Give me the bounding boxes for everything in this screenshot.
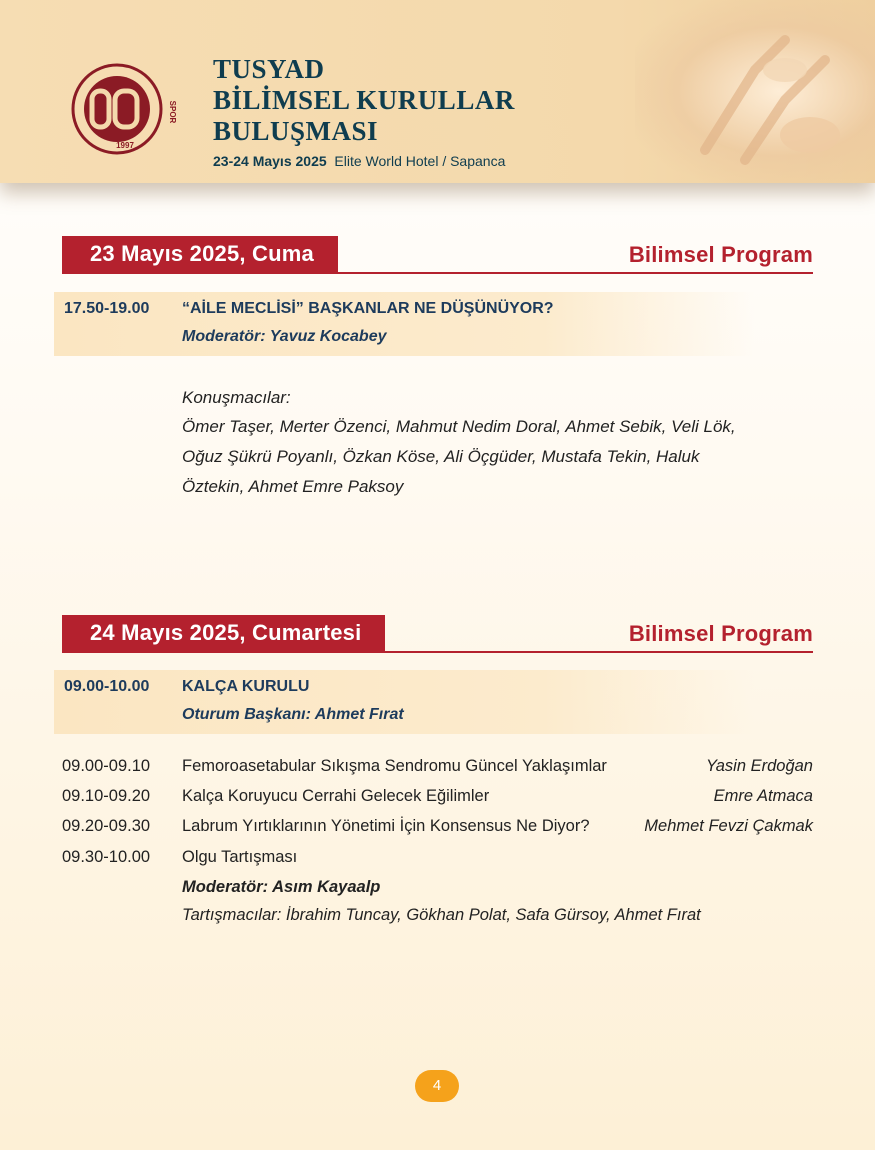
talk-topic: Olgu Tartışması xyxy=(182,848,298,866)
day2-divider xyxy=(62,651,813,653)
day1-session-time: 17.50-19.00 xyxy=(64,300,150,317)
event-date-venue xyxy=(213,153,515,169)
talk-row xyxy=(62,817,813,845)
event-date: 23-24 Mayıs 2025 xyxy=(213,153,327,169)
logo-year: 1997 xyxy=(116,141,134,150)
talk-speaker: Emre Atmaca xyxy=(713,787,813,805)
day2-moderator: Moderatör: Asım Kayaalp xyxy=(182,878,381,896)
day1-divider xyxy=(62,272,813,274)
page-number: 4 xyxy=(415,1070,459,1102)
day1-speakers xyxy=(182,384,782,502)
day2-date: 24 Mayıs 2025, Cumartesi xyxy=(62,615,385,651)
event-title-line-1: TUSYAD xyxy=(213,54,325,84)
logo-ring-text: SPOR xyxy=(168,100,177,124)
event-venue: Elite World Hotel / Sapanca xyxy=(334,153,506,169)
talk-row xyxy=(62,848,813,876)
day2-program-label: Bilimsel Program xyxy=(628,621,813,646)
day2-header-bar xyxy=(62,615,813,653)
talk-row xyxy=(62,757,813,785)
talk-time: 09.30-10.00 xyxy=(62,848,151,866)
header-banner xyxy=(0,0,875,183)
day1-session-moderator: Moderatör: Yavuz Kocabey xyxy=(182,328,387,345)
day2-session-time: 09.00-10.00 xyxy=(64,678,150,695)
day2-discussants: Tartışmacılar: İbrahim Tuncay, Gökhan Polat, Safa Gürsoy, Ahmet Fırat xyxy=(182,906,701,924)
day1-header-bar xyxy=(62,236,813,274)
day2-session-title: KALÇA KURULU xyxy=(182,678,310,695)
speakers-line: Ömer Taşer, Merter Özenci, Mahmut Nedim Doral, Ahmet Sebik, Veli Lök, xyxy=(182,417,736,436)
talk-speaker: Mehmet Fevzi Çakmak xyxy=(644,817,813,835)
day1-session-title: “AİLE MECLİSİ” BAŞKANLAR NE DÜŞÜNÜYOR? xyxy=(182,300,554,317)
event-title-line-2: BİLİMSEL KURULLAR xyxy=(213,85,515,115)
event-title-line-3: BULUŞMASI xyxy=(213,116,379,146)
talk-topic: Kalça Koruyucu Cerrahi Gelecek Eğilimler xyxy=(182,787,490,805)
talk-row xyxy=(62,787,813,815)
speakers-line: Öztekin, Ahmet Emre Paksoy xyxy=(182,477,404,496)
talk-topic: Labrum Yırtıklarının Yönetimi İçin Konsensus Ne Diyor? xyxy=(182,817,590,835)
day1-date: 23 Mayıs 2025, Cuma xyxy=(62,236,338,272)
talk-topic: Femoroasetabular Sıkışma Sendromu Güncel Yaklaşımlar xyxy=(182,757,607,775)
day2-session-band xyxy=(54,670,754,734)
day1-program-label: Bilimsel Program xyxy=(628,242,813,267)
talk-time: 09.00-09.10 xyxy=(62,757,151,775)
talk-time: 09.10-09.20 xyxy=(62,787,151,805)
talk-speaker: Yasin Erdoğan xyxy=(705,757,813,775)
tusyad-logo xyxy=(68,60,180,158)
speakers-label: Konuşmacılar: xyxy=(182,388,291,407)
speakers-line: Oğuz Şükrü Poyanlı, Özkan Köse, Ali Öçgüder, Mustafa Tekin, Haluk xyxy=(182,447,700,466)
day2-session-chair: Oturum Başkanı: Ahmet Fırat xyxy=(182,706,404,723)
day1-session-band xyxy=(54,292,754,356)
talk-time: 09.20-09.30 xyxy=(62,817,151,835)
event-title-block xyxy=(213,54,515,169)
header-anatomy-image xyxy=(635,0,875,183)
